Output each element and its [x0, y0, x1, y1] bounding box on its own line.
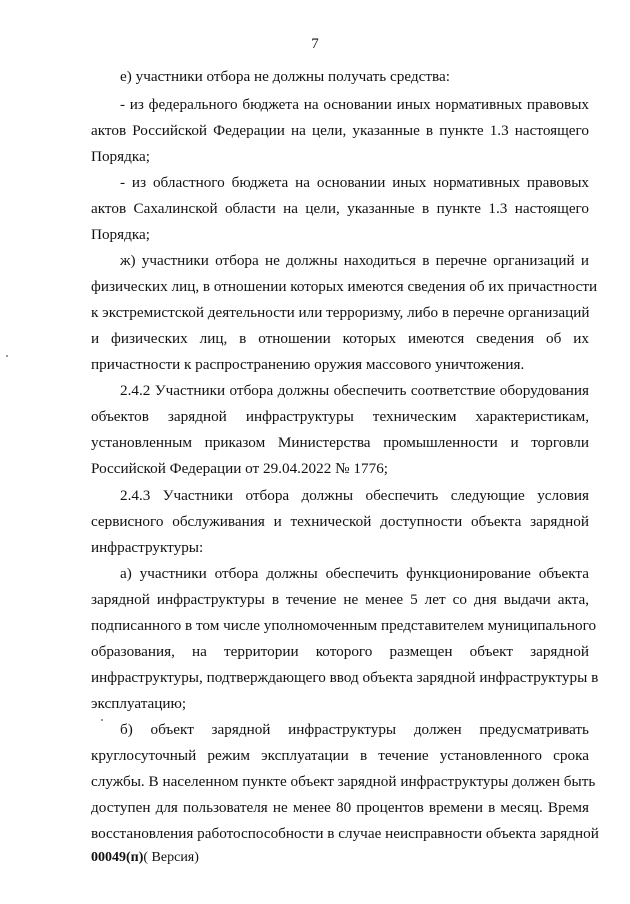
text-line: эксплуатацию; [91, 695, 187, 712]
text-line: и физических лиц, в отношении которых имеются сведения об их [91, 330, 589, 347]
document-version: ( Версия) [143, 850, 199, 865]
text-line: - из федерального бюджета на основании иных нормативных правовых [120, 96, 589, 113]
text-line: доступен для пользователя не менее 80 процентов времени в месяц. Время [91, 799, 589, 816]
scan-speck [6, 355, 8, 357]
text-line: к экстремистской деятельности или терроризму, либо в перечне организаций [91, 304, 590, 321]
text-line: б) объект зарядной инфраструктуры должен предусматривать [120, 721, 589, 738]
scan-speck [101, 719, 103, 721]
text-line: Порядка; [91, 148, 150, 165]
text-line: подписанного в том числе уполномоченным представителем муниципального [91, 617, 597, 634]
document-code: 00049(п) [91, 850, 144, 865]
text-line: причастности к распространению оружия массового уничтожения. [91, 356, 525, 373]
text-line: образования, на территории которого размещен объект зарядной [91, 643, 589, 660]
text-line: Порядка; [91, 226, 150, 243]
text-line: круглосуточный режим эксплуатации в течение установленного срока [91, 747, 589, 764]
text-line: зарядной инфраструктуры в течение не менее 5 лет со дня выдачи акта, [91, 591, 589, 608]
text-line: 2.4.3 Участники отбора должны обеспечить следующие условия [120, 487, 589, 504]
text-line: службы. В населенном пункте объект зарядной инфраструктуры должен быть [91, 773, 596, 790]
text-line: установленным приказом Министерства промышленности и торговли [91, 434, 589, 451]
page-number: 7 [311, 36, 319, 52]
text-line: сервисного обслуживания и технической доступности объекта зарядной [91, 513, 589, 530]
text-line: физических лиц, в отношении которых имеются сведения об их причастности [91, 278, 598, 295]
text-line: ж) участники отбора не должны находиться в перечне организаций и [120, 252, 589, 269]
text-line: Российской Федерации от 29.04.2022 № 1776; [91, 460, 389, 477]
text-line: - из областного бюджета на основании иных нормативных правовых [120, 174, 589, 191]
text-line: инфраструктуры, подтверждающего ввод объекта зарядной инфраструктуры в [91, 669, 599, 686]
document-footer [91, 850, 199, 866]
text-line: объектов зарядной инфраструктуры техническим характеристикам, [91, 408, 589, 425]
text-line: актов Российской Федерации на цели, указанные в пункте 1.3 настоящего [91, 122, 589, 139]
text-line: 2.4.2 Участники отбора должны обеспечить соответствие оборудования [120, 382, 589, 399]
text-line: инфраструктуры: [91, 539, 204, 556]
text-line: восстановления работоспособности в случае неисправности объекта зарядной [91, 825, 599, 842]
text-line: е) участники отбора не должны получать средства: [120, 68, 450, 85]
text-line: а) участники отбора должны обеспечить функционирование объекта [120, 565, 589, 582]
text-line: актов Сахалинской области на цели, указанные в пункте 1.3 настоящего [91, 200, 589, 217]
